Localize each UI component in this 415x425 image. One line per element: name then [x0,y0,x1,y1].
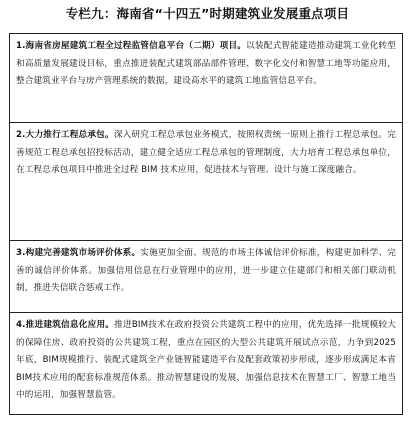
item-body: 深入研究工程总承包业务模式，按照权责统一原则上推行工程总承包。完善规范工程总承包招投标活动，建立健全适应工程总承包的管理制度，大力培育工程总承包单位，在工程总承包项目中推进全过程 BIM 技术应用，促进技术与管理、设计与施工深度融合。 [16,130,396,176]
item-heading: 海南省房屋建筑工程全过程监管信息平台（二期）项目。 [25,41,247,51]
item-number: 3. [16,248,26,258]
item-body: 以装配式智能建造推动建筑工业化转型和高质量发展建设目标，重点推进装配式建筑部品部件管理、数字化交付和智慧工地等功能应用，整合建筑业平台与房产管理系统的数据，建设高水平的建筑工地监管信息平台。 [16,41,396,87]
item-number: 2. [16,130,26,140]
item-heading: 推进建筑信息化应用。 [25,320,115,330]
content-table [9,33,403,415]
item-number: 1. [16,41,26,51]
item-body: 实施更加全面、规范的市场主体诚信评价标准，构建更加科学、完善的诚信评价体系。加强信用信息在行业管理中的应用，进一步建立住建部门和相关部门联动机制，推进失信联合惩戒工作。 [16,248,397,294]
item-number: 4. [16,320,26,330]
table-row [10,34,402,122]
item-heading: 大力推行工程总承包。 [25,130,114,140]
item-heading: 构建完善建筑市场评价体系。 [25,248,141,258]
table-row [10,122,402,240]
table-row [10,240,402,312]
page-title: 专栏九：海南省“十四五”时期建筑业发展重点项目 [65,6,350,21]
table-row [10,312,402,414]
item-body: 推进BIM技术在政府投资公共建筑工程中的应用，优先选择一批规模较大的保障住房、政府投资的公共建筑工程，重点在园区的大型公共建筑开展试点示范，力争到2025年底，BIM规模推行、装配式建筑全产业链智能建造平台及配套政策初步形成，逐步形成满足本省BIM技术应用的配套标准规范体系。推动智慧建设的发展，加强信息技术在智慧工厂、智慧工地当中的运用，加强智慧监管。 [16,320,396,401]
